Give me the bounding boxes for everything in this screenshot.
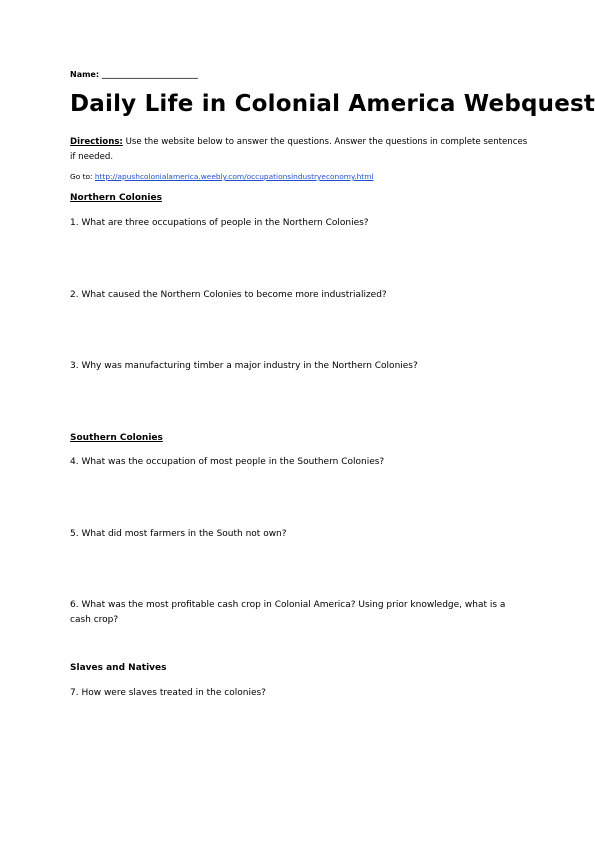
page-title: Daily Life in Colonial America Webquest <box>70 91 595 117</box>
question-7: 7. How were slaves treated in the colonies? <box>70 688 266 698</box>
question-3: 3. Why was manufacturing timber a major industry in the Northern Colonies? <box>70 361 418 371</box>
directions-paragraph <box>70 135 530 165</box>
question-5: 5. What did most farmers in the South not own? <box>70 529 287 539</box>
name-field <box>70 70 198 79</box>
section-heading-northern-colonies: Northern Colonies <box>70 193 162 203</box>
question-2: 2. What caused the Northern Colonies to become more industrialized? <box>70 290 387 300</box>
directions-label: Directions: <box>70 137 123 147</box>
question-4: 4. What was the occupation of most people in the Southern Colonies? <box>70 457 385 467</box>
goto-label: Go to: <box>70 172 93 181</box>
goto-line <box>70 172 373 181</box>
webquest-link[interactable]: http://apushcolonialamerica.weebly.com/occupationsindustryeconomy.html <box>94 172 374 181</box>
question-6: 6. What was the most profitable cash crop in Colonial America? Using prior knowledge, what is a cash crop? <box>70 600 506 625</box>
section-heading-southern-colonies: Southern Colonies <box>70 433 163 443</box>
section-heading-slaves-and-natives: Slaves and Natives <box>70 663 167 673</box>
question-1: 1. What are three occupations of people in the Northern Colonies? <box>70 218 369 228</box>
name-blank-line[interactable]: ________________________ <box>101 70 198 79</box>
name-label: Name: <box>70 70 100 79</box>
directions-text: Use the website below to answer the questions. Answer the questions in complete sentences if needed. <box>70 137 528 162</box>
